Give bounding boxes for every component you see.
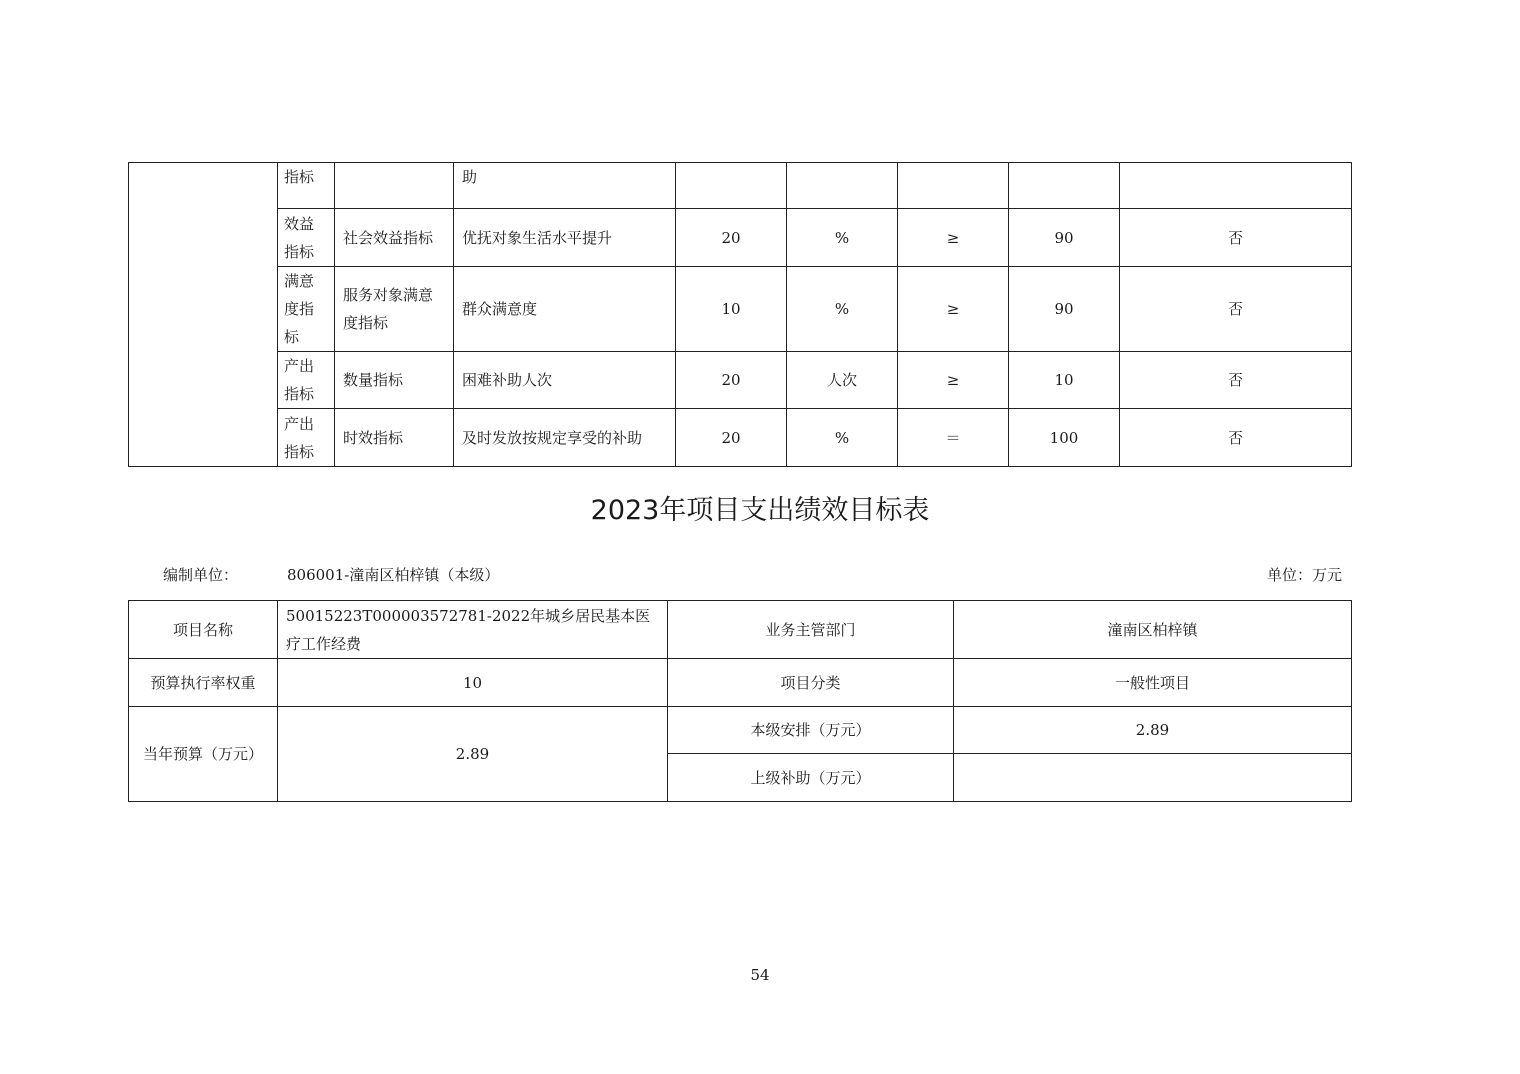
superior-subsidy-label: 上级补助（万元） [668,754,954,802]
page-number: 54 [750,966,770,984]
table-row [129,267,1352,352]
currency-unit: 单位：万元 [1266,566,1342,584]
core-flag-cell: 否 [1120,267,1352,352]
table-row [129,209,1352,267]
unit-cell [787,163,898,209]
level1-cell: 产出指标 [278,409,335,467]
superior-subsidy-value [954,754,1352,802]
compiling-unit-label: 编制单位： [163,566,239,584]
core-flag-cell: 否 [1120,209,1352,267]
table-row [129,409,1352,467]
operator-cell: ≥ [898,352,1009,409]
table-row [129,601,1352,659]
indicator-cell: 助 [454,163,676,209]
compiling-unit-value: 806001-潼南区柏梓镇（本级） [287,566,500,584]
budget-value: 2.89 [278,707,668,802]
dept-value: 潼南区柏梓镇 [954,601,1352,659]
level1-cell: 效益指标 [278,209,335,267]
unit-cell: % [787,267,898,352]
meta-row [0,564,1520,590]
dept-label: 业务主管部门 [668,601,954,659]
level2-cell: 服务对象满意度指标 [335,267,454,352]
weight-cell: 10 [676,267,787,352]
operator-cell: ≥ [898,209,1009,267]
target-cell: 90 [1009,267,1120,352]
core-flag-cell: 否 [1120,409,1352,467]
core-flag-cell [1120,163,1352,209]
local-arrangement-value: 2.89 [954,707,1352,754]
rate-weight-value: 10 [278,659,668,707]
project-info-table [128,600,1352,802]
table-row [129,163,1352,209]
level1-cell: 满意度指标 [278,267,335,352]
page-title: 2023年项目支出绩效目标表 [590,495,930,526]
indicator-cell: 群众满意度 [454,267,676,352]
indicator-cell: 优抚对象生活水平提升 [454,209,676,267]
unit-cell: % [787,209,898,267]
rate-weight-label: 预算执行率权重 [129,659,278,707]
category-label: 项目分类 [668,659,954,707]
table-row [129,352,1352,409]
level2-cell: 时效指标 [335,409,454,467]
weight-cell: 20 [676,409,787,467]
level1-cell: 产出指标 [278,352,335,409]
indicator-cell: 及时发放按规定享受的补助 [454,409,676,467]
target-cell: 10 [1009,352,1120,409]
category-value: 一般性项目 [954,659,1352,707]
indicator-table-continued [128,162,1352,467]
unit-cell: 人次 [787,352,898,409]
target-cell [1009,163,1120,209]
indicator-cell: 困难补助人次 [454,352,676,409]
level2-cell [335,163,454,209]
budget-label: 当年预算（万元） [129,707,278,802]
target-cell: 90 [1009,209,1120,267]
unit-cell: % [787,409,898,467]
table-row [129,659,1352,707]
weight-cell: 20 [676,209,787,267]
level1-cell: 指标 [278,163,335,209]
table-row [129,707,1352,754]
operator-cell: ≥ [898,267,1009,352]
weight-cell: 20 [676,352,787,409]
merged-left-cell [129,163,278,467]
operator-cell: ＝ [898,409,1009,467]
level2-cell: 社会效益指标 [335,209,454,267]
target-cell: 100 [1009,409,1120,467]
weight-cell [676,163,787,209]
project-name-label: 项目名称 [129,601,278,659]
operator-cell [898,163,1009,209]
local-arrangement-label: 本级安排（万元） [668,707,954,754]
core-flag-cell: 否 [1120,352,1352,409]
project-name-value: 50015223T000003572781-2022年城乡居民基本医疗工作经费 [278,601,668,659]
level2-cell: 数量指标 [335,352,454,409]
